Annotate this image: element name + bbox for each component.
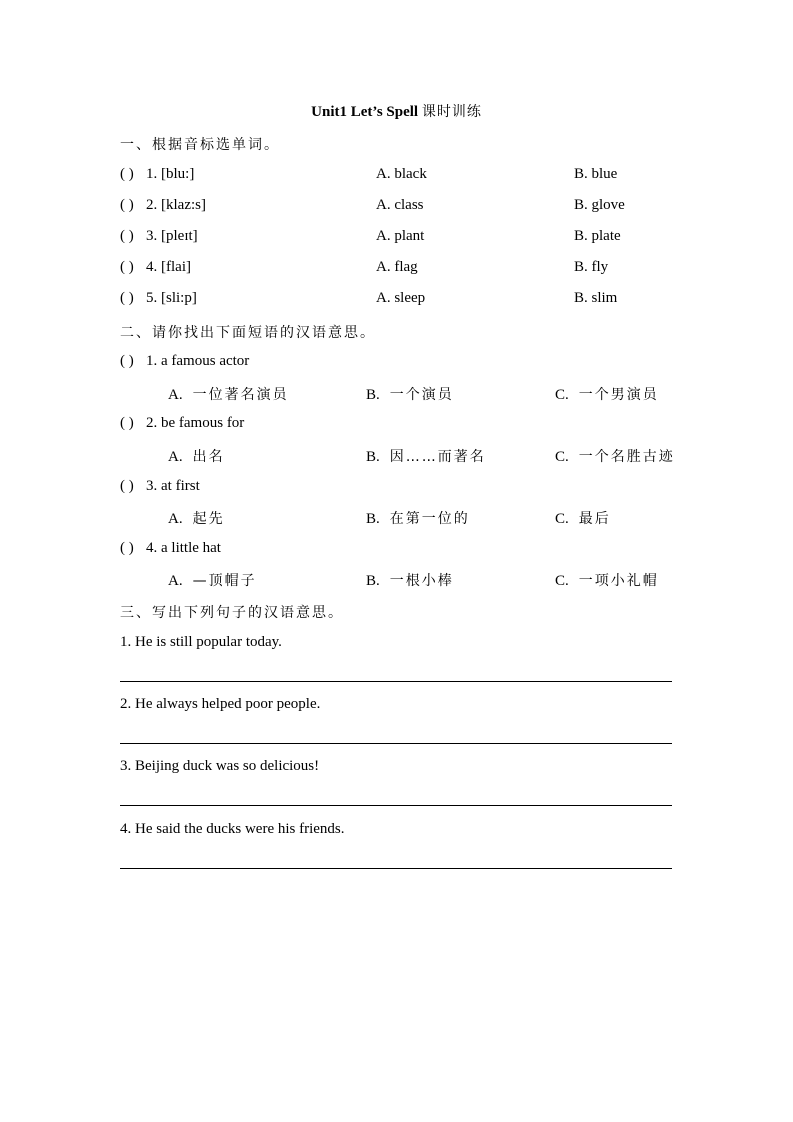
answer-blank[interactable]: ( ): [120, 540, 134, 556]
option-b: B. slim: [574, 290, 618, 306]
option-c-label: C.: [555, 387, 569, 403]
option-c-label: C.: [555, 511, 569, 527]
sentence-prompt: 1. He is still popular today.: [120, 634, 282, 650]
option-a: A. plant: [376, 228, 425, 244]
answer-blank[interactable]: ( ): [120, 197, 134, 213]
answer-blank[interactable]: ( ): [120, 478, 134, 494]
options-row: [120, 384, 720, 406]
option-a: [168, 384, 289, 404]
option-b-label: B.: [366, 449, 380, 465]
page-title: [0, 101, 793, 121]
answer-blank[interactable]: ( ): [120, 415, 134, 431]
question-row: [120, 166, 680, 188]
sentence-prompt: 2. He always helped poor people.: [120, 696, 321, 712]
option-b: [366, 508, 470, 528]
question-row: [120, 290, 680, 312]
question-stem: 5. [sli:p]: [146, 290, 197, 306]
option-b: [366, 570, 454, 590]
option-c-text: 一个名胜古迹: [578, 449, 675, 465]
option-a: [168, 508, 225, 528]
question-stem: 4. a little hat: [146, 540, 221, 556]
option-a-text: 出名: [192, 449, 225, 465]
title-english: Unit1 Let’s Spell: [311, 104, 419, 120]
option-a: A. sleep: [376, 290, 426, 306]
option-b-label: B.: [366, 573, 380, 589]
option-c: [555, 570, 659, 590]
title-chinese: 课时训练: [421, 104, 482, 120]
question-stem: 3. at first: [146, 478, 200, 494]
option-c-text: 最后: [578, 511, 611, 527]
option-b-text: 一根小棒: [389, 573, 454, 589]
option-b-label: B.: [366, 511, 380, 527]
question-stem: 1. a famous actor: [146, 353, 250, 369]
options-row: [120, 508, 720, 530]
option-a-label: A.: [168, 449, 183, 465]
section3-heading: 三、写出下列句子的汉语意思。: [120, 605, 344, 621]
option-c-label: C.: [555, 573, 569, 589]
question-stem: 3. [pleɪt]: [146, 228, 198, 244]
option-b: B. blue: [574, 166, 618, 182]
option-a: [168, 570, 257, 590]
option-a: A. class: [376, 197, 424, 213]
answer-line[interactable]: [120, 868, 672, 869]
option-a-text: 一位著名演员: [192, 387, 289, 403]
option-a-label: A.: [168, 387, 183, 403]
question-row: [120, 415, 680, 437]
option-b-text: 因……而著名: [389, 449, 486, 465]
options-row: [120, 570, 720, 592]
question-stem: 2. [klaz:s]: [146, 197, 206, 213]
option-c-text: 一项小礼帽: [578, 573, 659, 589]
option-a-text: 起先: [192, 511, 225, 527]
option-a-text: —顶帽子: [192, 573, 257, 589]
option-b-text: 一个演员: [389, 387, 454, 403]
option-a-label: A.: [168, 573, 183, 589]
question-row: [120, 540, 680, 562]
answer-line[interactable]: [120, 743, 672, 744]
option-b: B. glove: [574, 197, 625, 213]
sentence-prompt: 4. He said the ducks were his friends.: [120, 821, 345, 837]
question-row: [120, 259, 680, 281]
answer-blank[interactable]: ( ): [120, 259, 134, 275]
option-c-label: C.: [555, 449, 569, 465]
answer-blank[interactable]: ( ): [120, 166, 134, 182]
option-b: B. fly: [574, 259, 609, 275]
question-stem: 1. [blu:]: [146, 166, 195, 182]
options-row: [120, 446, 720, 468]
option-a: [168, 446, 225, 466]
option-a: A. flag: [376, 259, 418, 275]
option-c-text: 一个男演员: [578, 387, 659, 403]
question-row: [120, 197, 680, 219]
question-row: [120, 353, 680, 375]
question-row: [120, 228, 680, 250]
option-b: B. plate: [574, 228, 621, 244]
option-b: [366, 384, 454, 404]
question-stem: 4. [flai]: [146, 259, 191, 275]
option-a: A. black: [376, 166, 427, 182]
option-c: [555, 508, 611, 528]
question-row: [120, 478, 680, 500]
question-stem: 2. be famous for: [146, 415, 245, 431]
answer-line[interactable]: [120, 805, 672, 806]
sentence-prompt: 3. Beijing duck was so delicious!: [120, 758, 320, 774]
answer-blank[interactable]: ( ): [120, 353, 134, 369]
option-b: [366, 446, 486, 466]
answer-blank[interactable]: ( ): [120, 228, 134, 244]
option-b-label: B.: [366, 387, 380, 403]
answer-line[interactable]: [120, 681, 672, 682]
option-a-label: A.: [168, 511, 183, 527]
option-b-text: 在第一位的: [389, 511, 470, 527]
section1-heading: 一、根据音标选单词。: [120, 137, 280, 153]
answer-blank[interactable]: ( ): [120, 290, 134, 306]
option-c: [555, 446, 675, 466]
section2-heading: 二、请你找出下面短语的汉语意思。: [120, 325, 376, 341]
option-c: [555, 384, 659, 404]
